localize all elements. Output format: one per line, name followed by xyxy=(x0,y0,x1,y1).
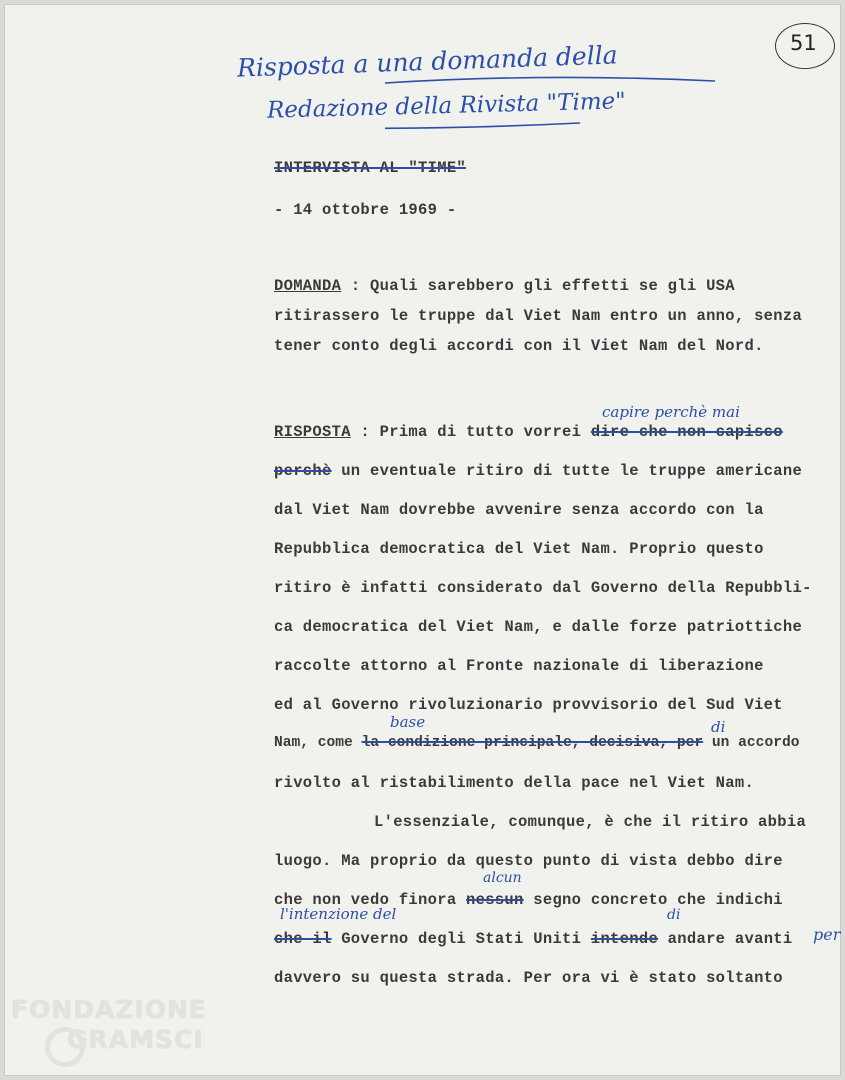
risposta-label: RISPOSTA xyxy=(274,423,351,441)
struck-intende: intende xyxy=(590,930,659,948)
risposta-line-7: raccolte attorno al Fronte nazionale di liberazione xyxy=(274,657,764,675)
struck-condizione-principale: la condizione principale, decisiva, per xyxy=(361,735,704,751)
paragraph2-line-3-end: segno concreto che indichi xyxy=(523,891,783,909)
struck-perche: perchè xyxy=(274,462,332,480)
risposta-line-2 xyxy=(274,462,802,480)
paragraph2-line-4-mid: Governo degli Stati Uniti xyxy=(331,930,591,948)
domanda-line-2: ritirassero le truppe dal Viet Nam entro un anno, senza xyxy=(274,307,803,325)
document-page xyxy=(4,4,841,1076)
insert-base: base xyxy=(390,713,426,731)
handwritten-header-line1: Risposta a una domanda della xyxy=(236,40,619,83)
domanda-line-1 xyxy=(274,277,735,295)
date-line: - 14 ottobre 1969 - xyxy=(274,201,457,219)
risposta-line-1 xyxy=(274,423,783,441)
struck-dire-che-non-capisco: dire che non capisco xyxy=(590,423,783,441)
risposta-line-6: ca democratica del Viet Nam, e dalle forze patriottiche xyxy=(274,618,803,636)
paragraph2-line-2: luogo. Ma proprio da questo punto di vista debbo dire xyxy=(274,852,783,870)
insert-di-1: di xyxy=(711,718,726,736)
watermark-line-1: FONDAZIONE xyxy=(11,995,208,1024)
insert-intenzione-del: l'intenzione del xyxy=(280,905,397,923)
document-title: INTERVISTA AL "TIME" xyxy=(274,159,467,177)
handwritten-header-line2: Redazione della Rivista "Time" xyxy=(266,88,627,124)
risposta-line-2-rest: un eventuale ritiro di tutte le truppe americane xyxy=(331,462,803,480)
risposta-line-8: ed al Governo rivoluzionario provvisorio del Sud Viet xyxy=(274,696,783,714)
risposta-line-10: rivolto al ristabilimento della pace nel Viet Nam. xyxy=(274,774,755,792)
paragraph2-line-4-end: andare avanti xyxy=(658,930,793,948)
risposta-line-4: Repubblica democratica del Viet Nam. Proprio questo xyxy=(274,540,764,558)
risposta-line-1-rest: : Prima di tutto vorrei xyxy=(350,423,591,441)
risposta-line-9-start: Nam, come xyxy=(274,735,362,751)
paragraph2-line-4 xyxy=(274,930,793,948)
insert-alcun: alcun xyxy=(483,870,522,886)
paragraph2-line-1: L'essenziale, comunque, è che il ritiro abbia xyxy=(374,813,807,831)
handwritten-underline xyxy=(385,65,725,135)
insert-capire-perche-mai: capire perchè mai xyxy=(602,403,740,421)
risposta-line-9 xyxy=(274,735,799,751)
page-number: 51 xyxy=(790,31,817,55)
struck-che-il: che il xyxy=(274,930,332,948)
watermark-logo xyxy=(11,995,207,1055)
risposta-line-9-end: un accordo xyxy=(703,735,800,751)
insert-di-2: di xyxy=(667,907,681,923)
paragraph2-line-5: davvero su questa strada. Per ora vi è stato soltanto xyxy=(274,969,783,987)
risposta-line-3: dal Viet Nam dovrebbe avvenire senza accordo con la xyxy=(274,501,764,519)
struck-nessun: nessun xyxy=(466,891,524,909)
domanda-label: DOMANDA xyxy=(274,277,342,295)
watermark-line-2: GRAMSCI xyxy=(67,1025,204,1054)
domanda-line-1-text: : Quali sarebbero gli effetti se gli USA xyxy=(341,277,735,295)
insert-per: per xyxy=(813,925,841,944)
risposta-line-5: ritiro è infatti considerato dal Governo della Repubbli- xyxy=(274,579,812,597)
paragraph2-line-3-start: che non vedo finora xyxy=(274,891,467,909)
watermark-g-mark xyxy=(45,1027,85,1067)
domanda-line-3: tener conto degli accordi con il Viet Nam del Nord. xyxy=(274,337,764,355)
